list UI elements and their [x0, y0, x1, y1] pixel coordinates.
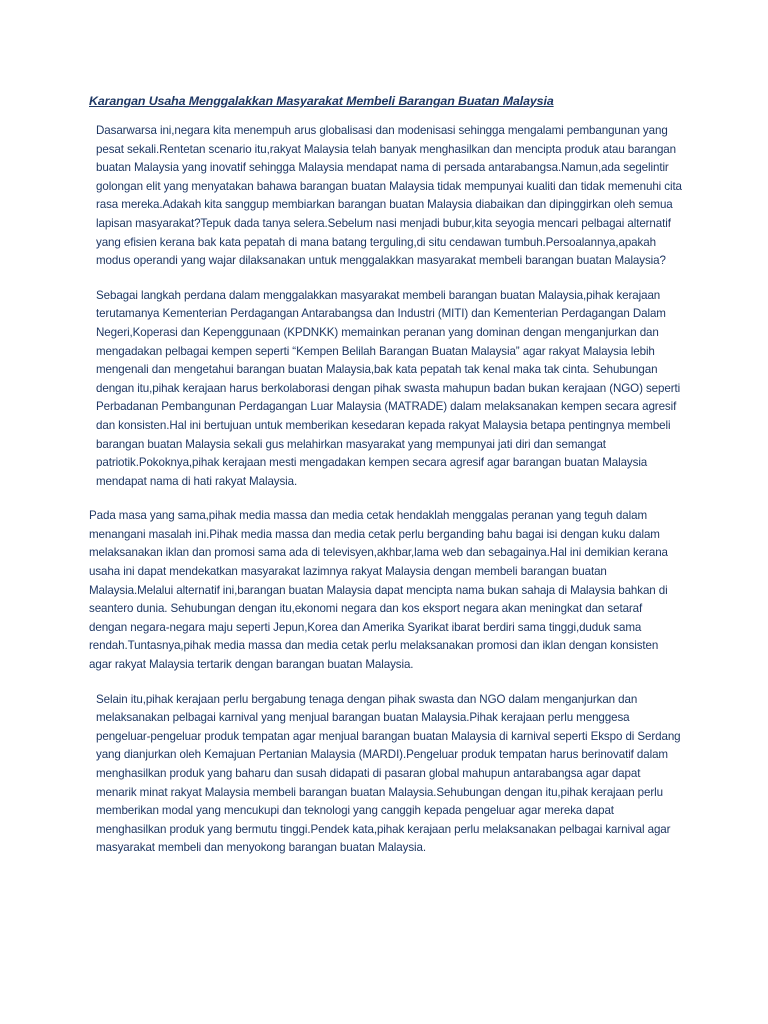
paragraph-line: menarik minat rakyat Malaysia membeli barangan buatan Malaysia.Sehubungan dengan itu,pihak kerajaan perlu [96, 785, 663, 799]
paragraph-line: terutamanya Kementerian Perdagangan Antarabangsa dan Industri (MITI) dan Kementerian Perdagangan Dalam [96, 307, 666, 321]
paragraph-line: rasa mereka.Adakah kita sanggup membiarkan barangan buatan Malaysia diabaikan dan dipinggirkan oleh semua [96, 198, 673, 212]
document-body [89, 92, 689, 874]
paragraph-line: usaha ini dapat mendekatkan masyarakat lazimnya rakyat Malaysia dengan membeli barangan buatan [89, 565, 607, 579]
paragraph-line: golongan elit yang menyatakan bahawa barangan buatan Malaysia tidak mempunyai kualiti dan tidak memenuhi cita [96, 179, 682, 193]
paragraph-carnival [89, 691, 689, 858]
paragraph-line: dengan itu,pihak kerajaan harus berkolaborasi dengan pihak swasta mahupun badan bukan kerajaan (NGO) seperti [96, 381, 681, 395]
paragraph-line: mengenali dan mengetahui barangan buatan Malaysia,bak kata pepatah tak kenal maka tak cinta. Sehubungan [96, 363, 658, 377]
paragraph-line: pesat sekali.Rentetan scenario itu,rakyat Malaysia telah banyak menghasilkan dan mencipta produk atau barangan [96, 142, 676, 156]
paragraph-line: masyarakat membeli dan menyokong barangan buatan Malaysia. [96, 841, 426, 855]
paragraph-line: dengan negara-negara maju seperti Jepun,Korea dan Amerika Syarikat ibarat berdiri sama tinggi,duduk sama [89, 620, 642, 634]
paragraph-line: menghasilkan produk yang bermutu tinggi.Pendek kata,pihak kerajaan perlu melaksanakan pelbagai karnival agar [96, 822, 671, 836]
paragraph-line: Dasarwarsa ini,negara kita menempuh arus globalisasi dan modenisasi sehingga mengalami pembangunan yang [96, 124, 668, 137]
paragraph-line: seantero dunia. Sehubungan dengan itu,ekonomi negara dan kos eksport negara akan meningkat dan setaraf [89, 602, 643, 616]
paragraph-media [89, 507, 689, 674]
paragraph-line: Negeri,Koperasi dan Kepenggunaan (KPDNKK) memainkan peranan yang dominan dengan menganjurkan dan [96, 325, 659, 339]
paragraph-line: patriotik.Pokoknya,pihak kerajaan mesti mengadakan kempen secara agresif agar barangan buatan Malaysia [96, 456, 648, 470]
paragraph-line: Selain itu,pihak kerajaan perlu bergabung tenaga dengan pihak swasta dan NGO dalam menganjurkan dan [96, 692, 638, 706]
paragraph-line: pengeluar-pengeluar produk tempatan agar menjual barangan buatan Malaysia di karnival seperti Ekspo di Serdang [96, 729, 681, 743]
paragraph-line: menghasilkan produk yang baharu dan susah didapati di pasaran global mahupun antarabangsa agar dapat [96, 767, 641, 780]
paragraph-line: buatan Malaysia yang inovatif sehingga Malaysia mendapat nama di persada antarabangsa.Namun,ada segelintir [96, 161, 669, 175]
paragraph-line: melaksanakan iklan dan promosi sama ada di televisyen,akhbar,lama web dan sebagainya.Hal ini demikian kerana [89, 546, 668, 560]
document-title: Karangan Usaha Menggalakkan Masyarakat Membeli Barangan Buatan Malaysia [89, 94, 554, 108]
paragraph-line: menangani masalah ini.Pihak media massa dan media cetak perlu berganding bahu bagai isi dengan kuku dalam [89, 527, 660, 541]
paragraph-government-campaign [89, 287, 689, 492]
paragraph-intro [89, 122, 689, 271]
paragraph-line: mendapat nama di hati rakyat Malaysia. [96, 474, 298, 488]
paragraph-line: memberikan modal yang mencukupi dan teknologi yang canggih kepada pengeluar agar mereka dapat [96, 804, 614, 818]
paragraph-line: Perbadanan Pembangunan Perdagangan Luar Malaysia (MATRADE) dalam melaksanakan kempen secara agresif [96, 400, 677, 414]
paragraph-line: modus operandi yang wajar dilaksanakan untuk menggalakkan masyarakat membeli barangan buatan Malaysia? [96, 254, 666, 268]
paragraph-line: barangan buatan Malaysia sekali gus melahirkan masyarakat yang mempunyai jati diri dan semangat [96, 437, 606, 451]
paragraph-line: mengadakan pelbagai kempen seperti “Kempen Belilah Barangan Buatan Malaysia” agar rakyat Malaysia lebih [96, 344, 655, 358]
paragraph-line: Sebagai langkah perdana dalam menggalakkan masyarakat membeli barangan buatan Malaysia,pihak kerajaan [96, 288, 661, 302]
paragraph-line: Malaysia.Melalui alternatif ini,barangan buatan Malaysia dapat mencipta nama bukan sahaja di Malaysia bahkan di [89, 583, 668, 597]
paragraph-line: dan konsisten.Hal ini bertujuan untuk memberikan kesedaran kepada rakyat Malaysia betapa pentingnya membeli [96, 418, 671, 432]
paragraph-line: yang dianjurkan oleh Kemajuan Pertanian Malaysia (MARDI).Pengeluar produk tempatan harus berinovatif dalam [96, 748, 668, 762]
paragraph-line: melaksanakan pelbagai karnival yang menjual barangan buatan Malaysia.Pihak kerajaan perlu menggesa [96, 711, 630, 725]
paragraph-line: lapisan masyarakat?Tepuk dada tanya selera.Sebelum nasi menjadi bubur,kita seyogia mencari pelbagai alternatif [96, 216, 671, 230]
paragraph-line: Pada masa yang sama,pihak media massa dan media cetak hendaklah menggalas peranan yang teguh dalam [89, 509, 648, 523]
paragraph-line: agar rakyat Malaysia tertarik dengan barangan buatan Malaysia. [89, 658, 414, 672]
paragraph-line: yang efisien kerana bak kata pepatah di mana batang terguling,di situ cendawan tumbuh.Persoalannya,apakah [96, 235, 656, 249]
paragraph-line: rendah.Tuntasnya,pihak media massa dan media cetak perlu melaksanakan promosi dan iklan dengan konsisten [89, 639, 659, 653]
